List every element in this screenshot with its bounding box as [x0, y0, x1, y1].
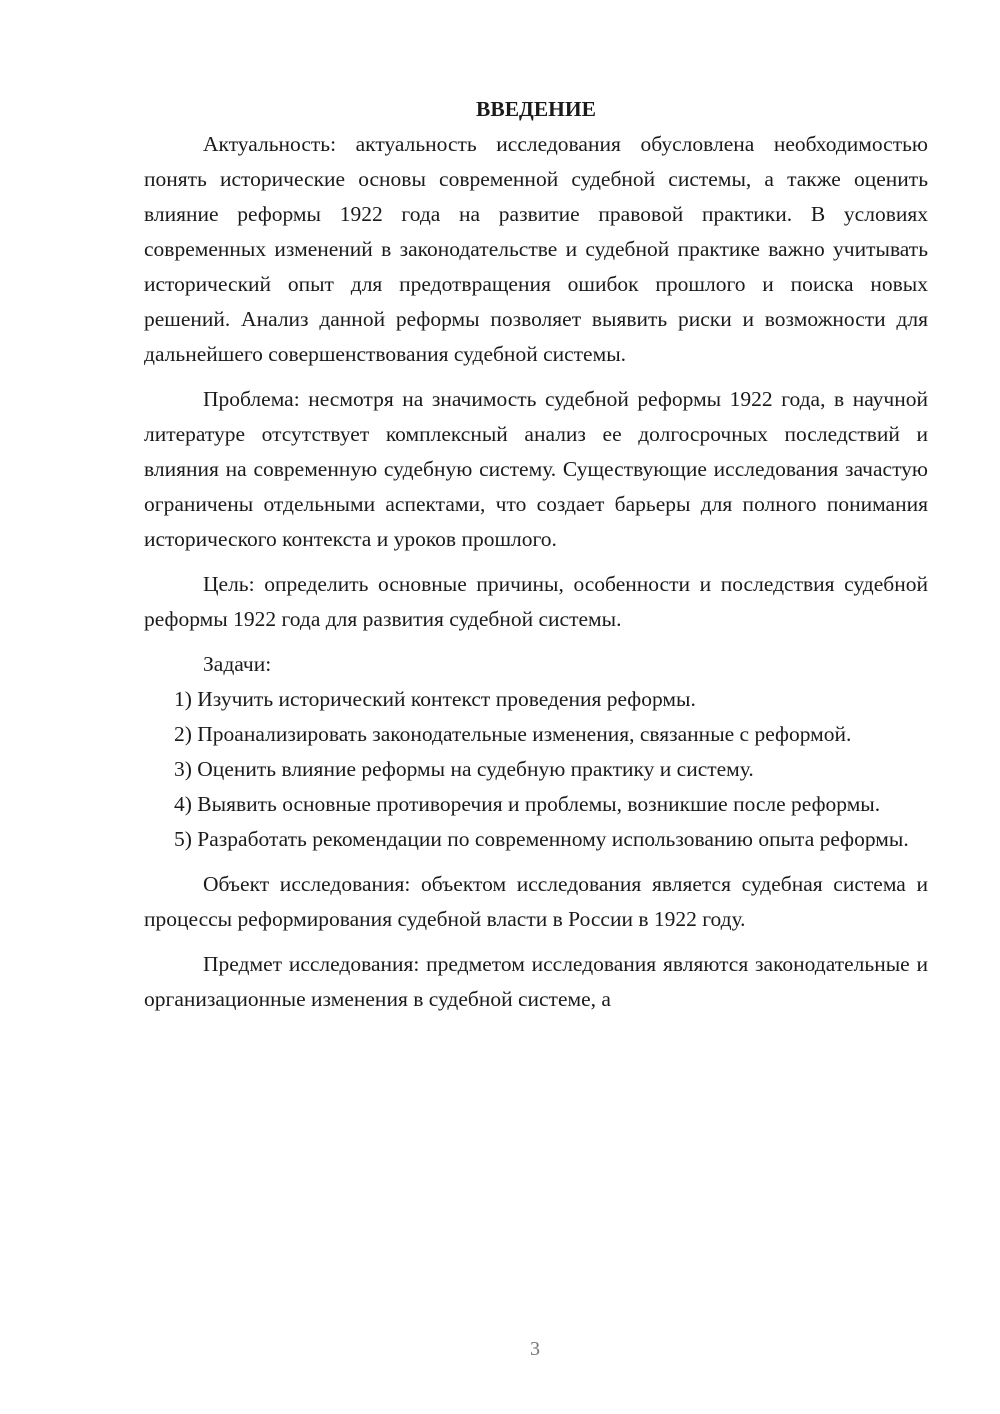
section-title: ВВЕДЕНИЕ — [476, 97, 596, 121]
paragraph-problem: Проблема: несмотря на значимость судебной реформы 1922 года, в научной литературе отсутствует комплексный анализ ее долгосрочных последствий и влияния на современную судебную систему. Существующие исследования зачастую ограничены отдельными аспектами, что создает барьеры для полного понимания исторического контекста и уроков прошлого. — [144, 387, 928, 551]
task-item: 4) Выявить основные противоречия и проблемы, возникшие после реформы. — [174, 792, 881, 816]
tasks-heading: Задачи: — [203, 652, 272, 676]
task-item: 5) Разработать рекомендации по современному использованию опыта реформы. — [174, 827, 909, 851]
task-item: 1) Изучить исторический контекст проведения реформы. — [174, 687, 696, 711]
paragraph-goal: Цель: определить основные причины, особенности и последствия судебной реформы 1922 года для развития судебной системы. — [144, 572, 928, 631]
page-content — [144, 92, 928, 1017]
paragraph-relevance: Актуальность: актуальность исследования обусловлена необходимостью понять исторические основы современной судебной системы, а также оценить влияние реформы 1922 года на развитие правовой практики. В условиях современных изменений в законодательстве и судебной практике важно учитывать исторический опыт для предотвращения ошибок прошлого и поиска новых решений. Анализ данной реформы позволяет выявить риски и возможности для дальнейшего совершенствования судебной системы. — [144, 132, 928, 366]
task-item: 2) Проанализировать законодательные изменения, связанные с реформой. — [174, 722, 852, 746]
paragraph-object: Объект исследования: объектом исследования является судебная система и процессы реформирования судебной власти в России в 1922 году. — [144, 872, 928, 931]
task-item: 3) Оценить влияние реформы на судебную практику и систему. — [174, 757, 754, 781]
paragraph-subject: Предмет исследования: предметом исследования являются законодательные и организационные изменения в судебной системе, а — [144, 952, 928, 1011]
page-number: 3 — [530, 1338, 540, 1360]
